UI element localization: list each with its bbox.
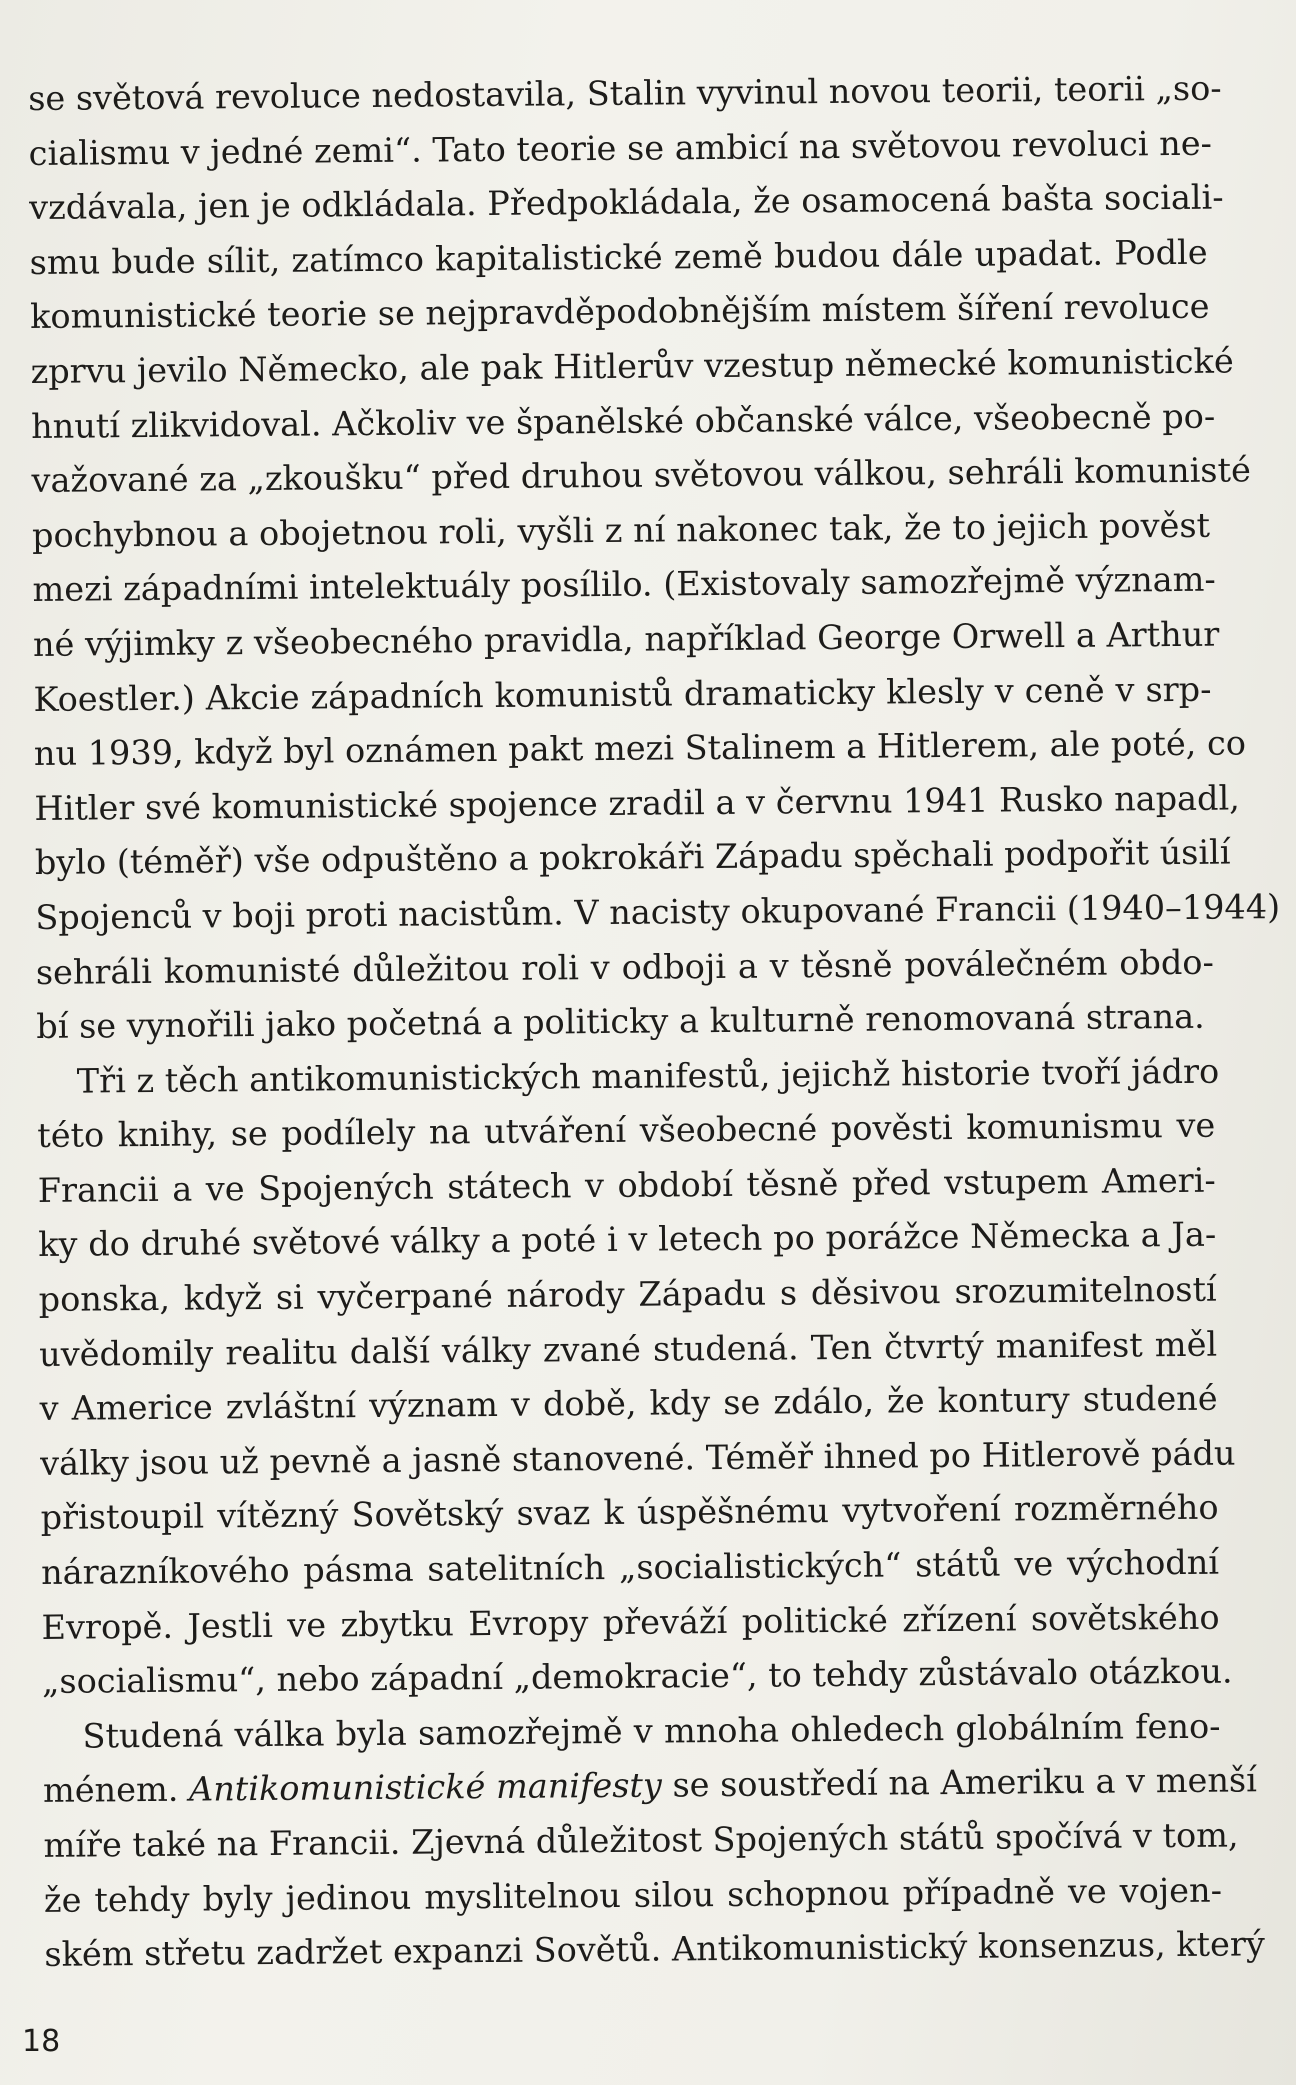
text-line: této knihy, se podílely na utváření všeobecné pověsti komunismu ve: [37, 1105, 1216, 1156]
text-line: nárazníkového pásma satelitních „socialistických“ států ve východní: [40, 1542, 1220, 1592]
text-line: Evropě. Jestli ve zbytku Evropy převáží politické zřízení sovětského: [41, 1597, 1220, 1647]
text-line: míře také na Francii. Zjevná důležitost Spojených států spočívá v tom,: [43, 1815, 1239, 1865]
text-line: se světová revoluce nedostavila, Stalin vyvinul novou teorii, teorii „so-: [28, 68, 1222, 118]
text-line: uvědomily realitu další války zvané studená. Ten čtvrtý manifest měl: [39, 1324, 1218, 1374]
paragraph-1: [28, 62, 1281, 1055]
text-line: [42, 1754, 1258, 1819]
text-line: v Americe zvláštní význam v době, kdy se zdálo, že kontury studené: [39, 1378, 1218, 1429]
text-line: že tehdy byly jedinou myslitelnou silou schopnou případně ve vojen-: [43, 1870, 1223, 1920]
text-line: komunistické teorie se nejpravděpodobnějším místem šíření revoluce: [29, 287, 1210, 337]
text-line: Tři z těch antikomunistických manifestů, jejichž historie tvoří jádro: [76, 1051, 1220, 1101]
body-text: [28, 62, 1281, 1983]
text-segment: se soustředí na Ameriku a v menší: [661, 1760, 1258, 1805]
text-line: nu 1939, když byl oznámen pakt mezi Stalinem a Hitlerem, ale poté, co: [33, 723, 1247, 774]
text-line: važované za „zkoušku“ před druhou světovou válkou, sehráli komunisté: [31, 450, 1251, 501]
text-line: pochybnou a obojetnou roli, vyšli z ní nakonec tak, že to jejich pověst: [31, 505, 1211, 555]
text-line: Studená válka byla samozřejmě v mnoha ohledech globálním feno-: [82, 1706, 1221, 1756]
text-line: sehráli komunisté důležitou roli v odboji a v těsně poválečném obdo-: [35, 942, 1214, 992]
text-line: Koestler.) Akcie západních komunistů dramaticky klesly v ceně v srp-: [33, 669, 1212, 719]
text-line: přistoupil vítězný Sovětský svaz k úspěšnému vytvoření rozměrného: [40, 1488, 1219, 1538]
text-line: ském střetu zadržet expanzi Sovětů. Antikomunistický konsenzus, který: [44, 1924, 1265, 1975]
book-title: Antikomunistické manifesty: [188, 1765, 662, 1810]
text-line: smu bude sílit, zatímco kapitalistické země budou dále upadat. Podle: [29, 232, 1208, 282]
text-line: Spojenců v boji proti nacistům. V nacisty okupované Francii (1940–1944): [35, 887, 1281, 937]
text-line: války jsou už pevně a jasně stanovené. Téměř ihned po Hitlerově pádu: [39, 1433, 1236, 1483]
text-line: Hitler své komunistické spojence zradil a v červnu 1941 Rusko napadl,: [34, 778, 1241, 828]
text-line: mezi západními intelektuály posílilo. (Existovaly samozřejmě význam-: [32, 559, 1216, 610]
text-line: né výjimky z všeobecného pravidla, například George Orwell a Arthur: [32, 614, 1220, 664]
text-line: Francii a ve Spojených státech v období těsně před vstupem Ameri-: [37, 1160, 1216, 1210]
paragraph-3: [42, 1699, 1265, 1982]
text-line: ponska, když si vyčerpané národy Západu s děsivou srozumitelností: [38, 1269, 1217, 1320]
text-line: zprvu jevilo Německo, ale pak Hitlerův vzestup německé komunistické: [30, 341, 1234, 391]
page-number: 18: [22, 2024, 61, 2059]
text-segment: ménem.: [42, 1770, 190, 1811]
text-line: cialismu v jedné zemi“. Tato teorie se ambicí na světovou revoluci ne-: [28, 123, 1213, 173]
paragraph-2: [37, 1044, 1236, 1709]
text-line: „socialismu“, nebo západní „demokracie“, to tehdy zůstávalo otázkou.: [41, 1651, 1233, 1702]
text-line: ky do druhé světové války a poté i v letech po porážce Německa a Ja-: [38, 1215, 1217, 1265]
text-line: bylo (téměř) vše odpuštěno a pokrokáři Západu spěchali podpořit úsilí: [34, 832, 1231, 883]
text-line: bí se vynořili jako početná a politicky a kulturně renomovaná strana.: [36, 996, 1205, 1047]
text-line: hnutí zlikvidoval. Ačkoliv ve španělské občanské válce, všeobecně po-: [30, 396, 1216, 446]
text-line: vzdávala, jen je odkládala. Předpokládala, že osamocená bašta sociali-: [29, 177, 1224, 228]
